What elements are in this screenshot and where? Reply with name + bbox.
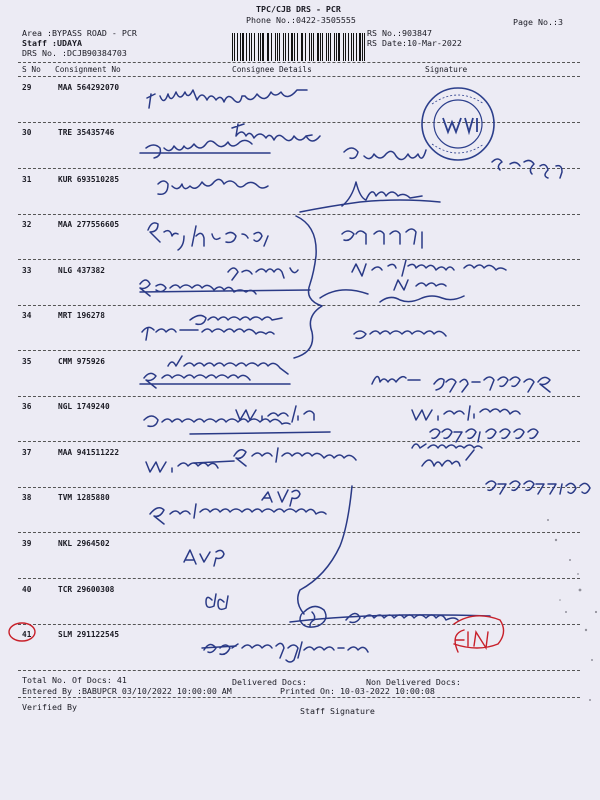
scan-noise [539, 519, 597, 701]
row-consignment: NLG 437382 [58, 266, 105, 275]
row-sno: 34 [22, 311, 32, 320]
handwriting-stroke [190, 432, 330, 434]
handwriting-stroke [140, 290, 310, 292]
drs-number: DRS No. :DCJB90384703 [22, 48, 127, 58]
row-consignment: MAA 941511222 [58, 448, 120, 457]
col-consignment: Consignment No [55, 65, 121, 74]
handwriting-stroke [190, 315, 282, 324]
col-sno: S No [22, 65, 41, 74]
staff-signature-label: Staff Signature [300, 706, 375, 716]
handwriting-stroke [342, 229, 422, 248]
handwriting-stroke [422, 450, 474, 466]
verified-by: Verified By [22, 702, 77, 712]
row-consignment: CMM 975926 [58, 357, 105, 366]
row-sno: 41 [22, 630, 32, 639]
handwriting-stroke [262, 490, 300, 506]
row-consignment: NKL 2964502 [58, 539, 110, 548]
row-sno: 36 [22, 402, 32, 411]
handwriting-stroke [434, 377, 550, 392]
handwriting-stroke [430, 429, 538, 442]
row-consignment: KUR 693510285 [58, 175, 120, 184]
rs-date: RS Date:10-Mar-2022 [367, 38, 462, 48]
handwriting-stroke [234, 448, 356, 466]
row-consignment: TRE 35435746 [58, 128, 115, 137]
row-consignment: TVM 1285880 [58, 493, 110, 502]
handwriting-stroke [352, 260, 506, 276]
row-consignment: NGL 1749240 [58, 402, 110, 411]
row-sno: 37 [22, 448, 32, 457]
row-consignment: SLM 291122545 [58, 630, 120, 639]
handwriting-stroke [412, 406, 520, 420]
handwriting-stroke [144, 373, 250, 388]
handwriting-stroke [168, 356, 288, 374]
staff-label: Staff :UDAYA [22, 38, 82, 48]
handwriting-stroke [150, 504, 326, 524]
handwriting-stroke [372, 376, 420, 384]
handwriting-stroke [146, 462, 218, 472]
company-stamp [422, 88, 494, 160]
row-sno: 40 [22, 585, 32, 594]
handwriting-stroke [204, 642, 368, 662]
sheet-title: TPC/CJB DRS - PCR [256, 4, 341, 14]
row-sno: 38 [22, 493, 32, 502]
handwriting-stroke [344, 148, 426, 160]
handwriting-stroke [298, 486, 352, 614]
handwriting-stroke [486, 481, 590, 494]
printed-on: Printed On: 10-03-2022 10:00:08 [280, 686, 435, 696]
ein-mark [454, 616, 504, 652]
area-label: Area :BYPASS ROAD - PCR [22, 28, 137, 38]
row-41-circle-mark [9, 623, 35, 641]
handwriting-stroke [320, 290, 368, 298]
row-consignment: MAA 277556605 [58, 220, 120, 229]
row-sno: 33 [22, 266, 32, 275]
handwriting-stroke [380, 296, 464, 302]
handwriting-stroke [232, 124, 320, 141]
entered-by: Entered By :BABUPCR 03/10/2022 10:00:00 AM [22, 686, 232, 696]
total-docs: Total No. Of Docs: 41 [22, 675, 127, 685]
page-number: Page No.:3 [513, 17, 563, 27]
row-sno: 35 [22, 357, 32, 366]
handwriting-stroke [492, 159, 562, 178]
handwriting-stroke [146, 140, 252, 158]
row-sno: 30 [22, 128, 32, 137]
handwriting-stroke [206, 594, 228, 609]
handwriting-stroke [294, 216, 322, 358]
row-consignment: MRT 196278 [58, 311, 105, 320]
handwriting-stroke [142, 327, 274, 340]
handwriting-stroke [194, 461, 234, 463]
delivered-docs: Delivered Docs: [232, 677, 307, 687]
col-consignee: Consignee Details [232, 65, 312, 74]
row-consignment: TCR 29600308 [58, 585, 115, 594]
handwriting-stroke [300, 606, 326, 627]
row-sno: 39 [22, 539, 32, 548]
handwriting-stroke [148, 223, 268, 250]
rs-number: RS No.:903847 [367, 28, 432, 38]
handwriting-stroke [184, 550, 224, 566]
row-sno: 31 [22, 175, 32, 184]
handwriting-stroke [354, 331, 446, 339]
handwriting-stroke [394, 280, 446, 290]
handwriting-stroke [158, 179, 268, 194]
handwriting-stroke [147, 90, 307, 108]
row-sno: 32 [22, 220, 32, 229]
handwriting-stroke [300, 200, 440, 212]
phone-number: Phone No.:0422-3505555 [246, 15, 356, 25]
handwriting-stroke [144, 416, 290, 426]
col-signature: Signature [425, 65, 468, 74]
row-sno: 29 [22, 83, 32, 92]
row-consignment: MAA 564292070 [58, 83, 120, 92]
non-delivered-docs: Non Delivered Docs: [366, 677, 461, 687]
handwriting-stroke [228, 268, 298, 280]
handwriting-stroke [140, 280, 256, 296]
handwriting-stroke [412, 444, 482, 448]
